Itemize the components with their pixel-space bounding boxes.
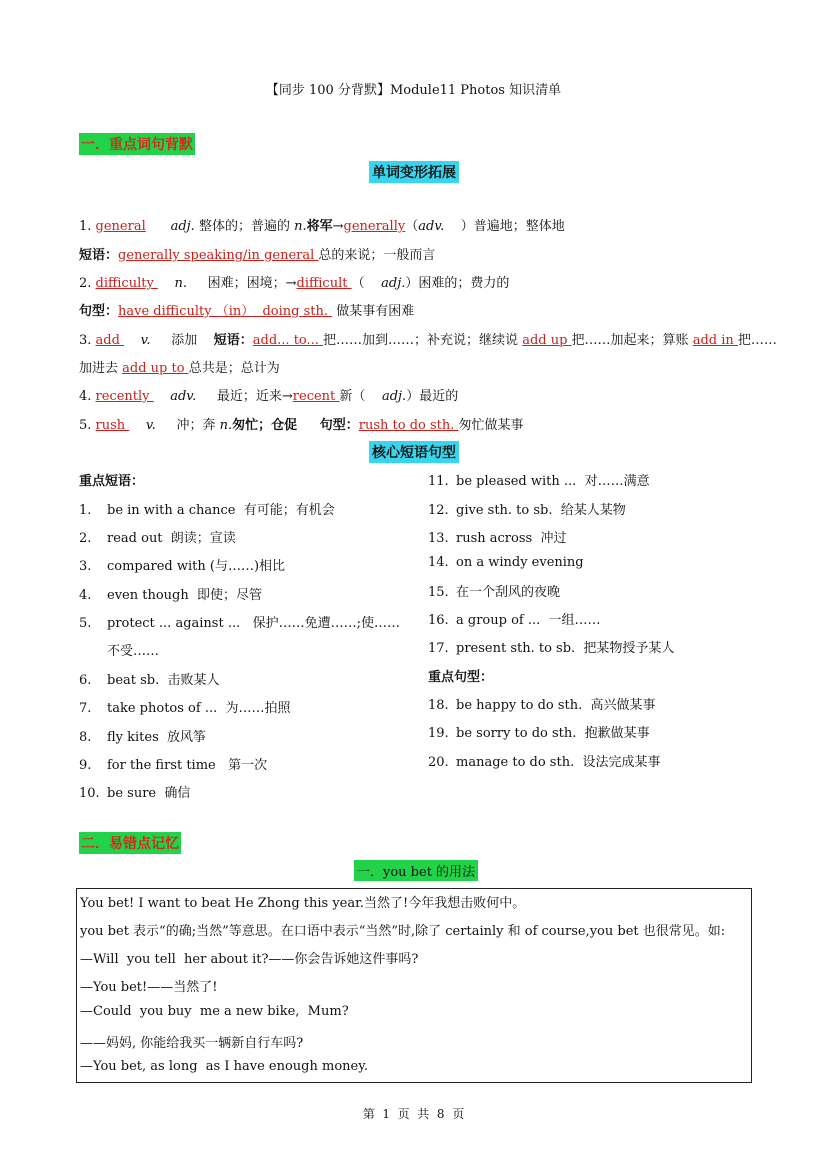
list-item: 16. a group of ... 一组…… [428,613,601,628]
list-item: 3. compared with (与……)相比 [79,559,286,574]
section2-heading: 二．易错点记忆 [79,832,181,854]
word-line-add: 3. add v. 添加 短语：add... to... 把……加到……；补充说；继续说 add up 把……加起来；算账 add in 把…… [79,333,777,348]
pattern-line-difficulty: 句型：have difficulty （in） doing sth. 做某事有困难 [79,304,415,319]
list-item: 11. be pleased with ... 对……满意 [428,474,650,489]
box-line: —You bet, as long as I have enough money. [80,1059,368,1074]
page-footer: 第 1 页 共 8 页 [362,1107,465,1121]
you-bet-subheading: 一．you bet 的用法 [354,860,478,881]
list-item: 12. give sth. to sb. 给某人某物 [428,503,626,518]
word-line-difficulty: 2. difficulty n. 困难；困境；→difficult （ adj.）困难的；费力的 [79,276,510,291]
list-item: 1. be in with a chance 有可能；有机会 [79,503,335,518]
list-item: 15. 在一个刮风的夜晚 [428,585,561,600]
list-item: 4. even though 即使；尽管 [79,588,262,603]
word-line-recently: 4. recently adv. 最近；近来→recent 新（ adj.）最近的 [79,389,459,404]
page-title: 【同步 100 分背默】Module11 Photos 知识清单 [265,83,562,98]
word-line-rush: 5. rush v. 冲；奔 n.匆忙；仓促 句型：rush to do sth. 匆忙做某事 [79,418,524,433]
word-line-general: 1. general adj. 整体的；普遍的 n.将军→generally（adv. ）普遍地；整体地 [79,219,565,234]
list-item: 20. manage to do sth. 设法完成某事 [428,755,661,770]
list-item: 8. fly kites 放风筝 [79,730,207,745]
list-item: 19. be sorry to do sth. 抱歉做某事 [428,726,650,741]
list-item: 2. read out 朗读；宣读 [79,531,236,546]
section1-heading: 一．重点词句背默 [79,133,195,155]
list-item: 6. beat sb. 击败某人 [79,673,220,688]
list-item: 9. for the first time 第一次 [79,758,268,773]
box-line: ——妈妈, 你能给我买一辆新自行车吗? [80,1036,304,1051]
list-item: 不受…… [107,644,160,659]
list-item: 14. on a windy evening [428,555,584,570]
list-item: 13. rush across 冲过 [428,531,567,546]
box-line: —Will you tell her about it?——你会告诉她这件事吗? [80,952,419,967]
list-item: 5. protect ... against ... 保护……免遭……;使…… [79,616,401,631]
word-line-add-cont: 加进去 add up to 总共是；总计为 [79,361,280,376]
sentences-heading: 重点句型： [428,670,494,685]
list-item: 10. be sure 确信 [79,786,191,801]
phrases-heading: 重点短语： [79,474,145,489]
box-line: —You bet!——当然了! [80,980,218,995]
list-item: 17. present sth. to sb. 把某物授予某人 [428,641,675,656]
example-box [76,888,752,1083]
box-line: you bet 表示“的确;当然”等意思。在口语中表示“当然”时,除了 certainly 和 of course,you bet 也很常见。如: [80,924,726,939]
phrase-line-general: 短语：generally speaking/in general 总的来说；一般而言 [79,248,436,263]
list-item: 7. take photos of ... 为……拍照 [79,701,291,716]
core-phrases-subheading: 核心短语句型 [369,441,459,463]
list-item: 18. be happy to do sth. 高兴做某事 [428,698,656,713]
word-forms-subheading: 单词变形拓展 [369,161,459,183]
box-line: You bet! I want to beat He Zhong this year.当然了!今年我想击败何中。 [80,896,526,911]
box-line: —Could you buy me a new bike, Mum? [80,1004,349,1019]
